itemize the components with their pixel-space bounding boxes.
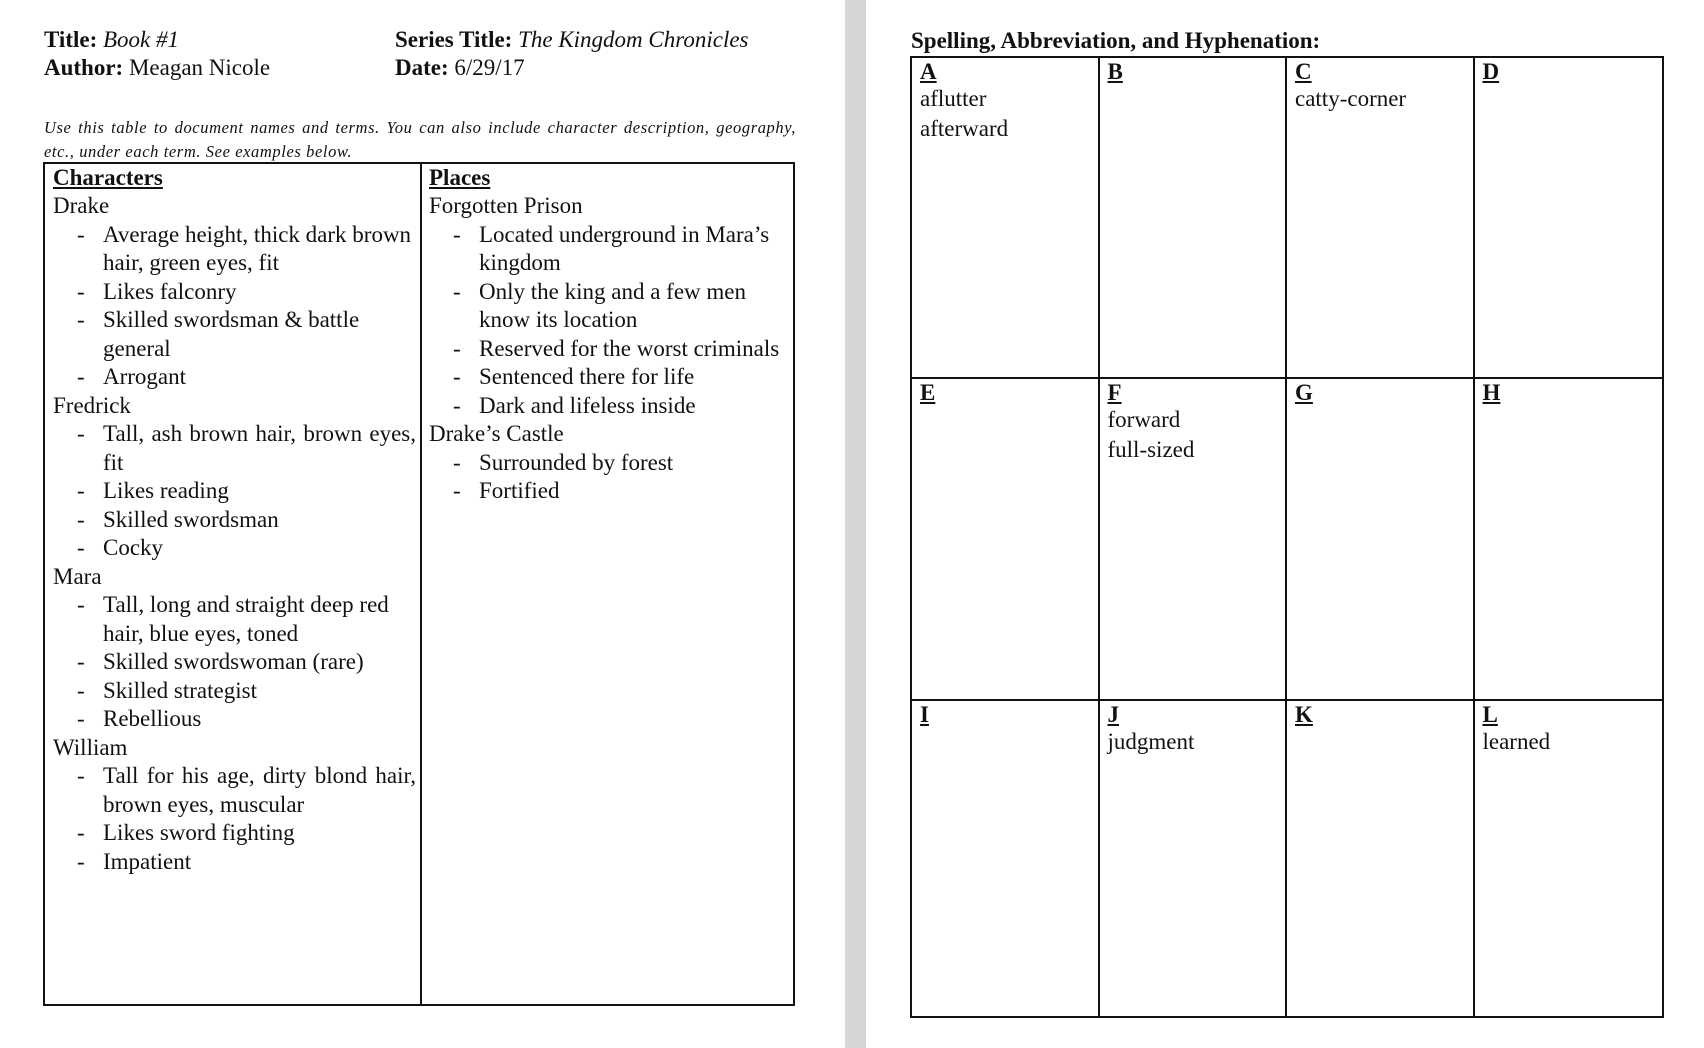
cell-word: aflutter — [920, 86, 987, 111]
letter-cell-b — [1100, 58, 1288, 379]
detail-text: Skilled swordsman — [103, 506, 279, 532]
author-label: Author: — [44, 55, 124, 80]
cell-letter: K — [1295, 702, 1313, 727]
detail-text: Likes reading — [103, 478, 229, 503]
date-line — [395, 54, 525, 82]
detail-text: Reserved for the worst criminals — [479, 335, 780, 361]
cell-word: full-sized — [1107, 437, 1195, 462]
detail-text: Tall, long and straight deep red hair, blue eyes, toned — [103, 592, 389, 646]
characters-column — [53, 164, 416, 876]
date-value: 6/29/17 — [454, 55, 525, 80]
cell-letter: A — [920, 59, 937, 84]
detail-text: Sentenced there for life — [479, 364, 695, 389]
detail-text: Fortified — [479, 478, 560, 503]
spelling-title: Spelling, Abbreviation, and Hyphenation: — [911, 28, 1321, 53]
character-detail: - Cocky — [77, 535, 164, 560]
character-detail: - Likes reading — [77, 478, 229, 503]
characters-heading: Characters — [53, 165, 163, 190]
character-detail: - Skilled swordsman — [77, 506, 279, 532]
letter-cell-i — [912, 701, 1100, 1016]
book-title-line — [44, 26, 179, 54]
letter-cell-j — [1100, 701, 1288, 1016]
character-detail: - Likes falconry — [77, 278, 237, 304]
letter-cell-k — [1287, 701, 1475, 1016]
detail-text: Dark and lifeless inside — [479, 392, 696, 418]
detail-text: Average height, thick dark brown hair, green eyes, fit — [103, 221, 412, 275]
detail-text: Tall for his age, dirty blond hair, brown eyes, muscular — [103, 763, 416, 817]
cell-letter: C — [1295, 59, 1312, 84]
places-column — [429, 164, 789, 506]
character-detail: - Tall, ash brown hair, brown eyes, fit — [77, 421, 416, 475]
character-detail: - Skilled swordswoman (rare) — [77, 649, 364, 674]
place-name: Forgotten Prison — [429, 193, 583, 218]
place-detail: - Surrounded by forest — [453, 449, 674, 475]
cell-word: catty-corner — [1295, 86, 1407, 111]
series-title-line — [395, 26, 749, 54]
character-detail: - Tall for his age, dirty blond hair, brown eyes, muscular — [77, 763, 416, 817]
character-name: Mara — [53, 563, 102, 589]
letter-cell-f — [1100, 379, 1288, 701]
character-detail: - Skilled swordsman & battle general — [77, 307, 360, 361]
place-detail: - Reserved for the worst criminals — [453, 335, 780, 361]
series-value: The Kingdom Chronicles — [518, 27, 749, 52]
character-name: Fredrick — [53, 392, 131, 418]
place-detail: - Located underground in Mara’s kingdom — [453, 221, 770, 275]
names-terms-table — [43, 162, 795, 1006]
letter-cell-e — [912, 379, 1100, 701]
detail-text: Skilled swordswoman (rare) — [103, 649, 364, 674]
character-detail: - Arrogant — [77, 364, 187, 389]
cell-letter: J — [1107, 702, 1119, 727]
character-detail: - Skilled strategist — [77, 677, 257, 703]
cell-word: judgment — [1107, 729, 1195, 754]
author-value: Meagan Nicole — [128, 55, 271, 80]
cell-letter: L — [1482, 702, 1498, 727]
place-detail: - Fortified — [453, 478, 560, 503]
detail-text: Surrounded by forest — [479, 449, 674, 475]
detail-text: Skilled swordsman & battle general — [103, 307, 360, 361]
cell-word: forward — [1107, 407, 1181, 432]
date-label: Date: — [395, 55, 449, 80]
character-detail: - Average height, thick dark brown hair, green eyes, fit — [77, 221, 412, 275]
detail-text: Tall, ash brown hair, brown eyes, fit — [103, 421, 416, 475]
detail-text: Cocky — [103, 535, 164, 560]
place-detail: - Only the king and a few men know its location — [453, 278, 746, 332]
cell-letter: H — [1482, 380, 1501, 405]
cell-letter: G — [1295, 380, 1313, 405]
character-detail: - Impatient — [77, 848, 192, 874]
letter-cell-c — [1287, 58, 1475, 379]
title-value: Book #1 — [102, 27, 179, 52]
page-gutter — [845, 0, 866, 1048]
detail-text: Likes sword fighting — [103, 820, 295, 845]
letter-cell-l — [1475, 701, 1663, 1016]
character-name: William — [53, 734, 128, 760]
places-heading: Places — [429, 165, 491, 190]
detail-text: Skilled strategist — [103, 677, 257, 703]
title-label: Title: — [44, 27, 98, 52]
detail-text: Only the king and a few men know its location — [479, 278, 746, 332]
character-name: Drake — [53, 193, 110, 218]
character-detail: - Tall, long and straight deep red hair, blue eyes, toned — [77, 592, 389, 646]
detail-text: Arrogant — [103, 364, 187, 389]
letter-cell-a — [912, 58, 1100, 379]
cell-word: learned — [1482, 729, 1551, 754]
cell-word: afterward — [920, 116, 1009, 141]
series-label: Series Title: — [395, 27, 513, 52]
instructions-text: Use this table to document names and terms. You can also include character description, geography, etc., under each term. See examples below. — [44, 118, 796, 161]
detail-text: Rebellious — [103, 706, 202, 731]
detail-text: Located underground in Mara’s kingdom — [479, 221, 770, 275]
detail-text: Likes falconry — [103, 278, 237, 304]
place-detail: - Dark and lifeless inside — [453, 392, 696, 418]
cell-letter: E — [920, 380, 936, 405]
cell-letter: F — [1107, 380, 1122, 405]
letter-cell-h — [1475, 379, 1663, 701]
cell-letter: D — [1482, 59, 1500, 84]
letter-cell-g — [1287, 379, 1475, 701]
character-detail: - Rebellious — [77, 706, 202, 731]
character-detail: - Likes sword fighting — [77, 820, 295, 845]
cell-letter: I — [920, 702, 929, 727]
letter-cell-d — [1475, 58, 1663, 379]
cell-letter: B — [1107, 59, 1123, 84]
spelling-grid — [910, 56, 1664, 1018]
place-detail: - Sentenced there for life — [453, 364, 695, 389]
table-column-divider — [420, 164, 422, 1004]
detail-text: Impatient — [103, 848, 192, 874]
place-name: Drake’s Castle — [429, 421, 564, 446]
author-line — [44, 54, 270, 82]
